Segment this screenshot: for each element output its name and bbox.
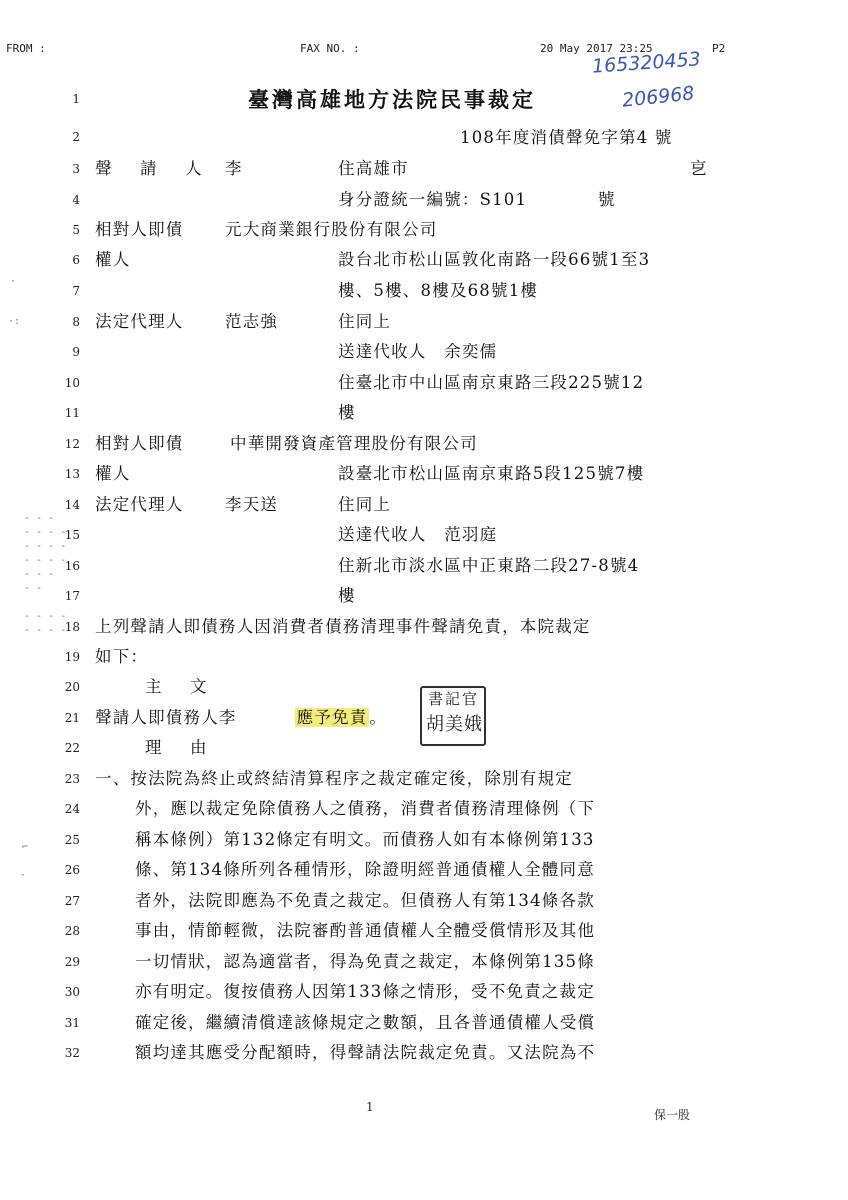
line-number: 11 (64, 406, 80, 420)
line-number: 1 (72, 92, 80, 106)
line-number: 28 (64, 924, 80, 938)
handwritten-number-2: 206968 (621, 82, 696, 112)
line-number: 4 (72, 193, 80, 207)
applicant-label: 聲 請 人 (95, 159, 208, 178)
service-agent2-address-cont: 樓 (338, 586, 356, 605)
line-number: 24 (64, 802, 80, 816)
service-agent1: 送達代收人 余奕儒 (338, 342, 498, 361)
respondent2-label-cont: 權人 (95, 464, 131, 483)
respondent1-label-cont: 權人 (95, 250, 131, 269)
line-number: 21 (64, 711, 80, 725)
scan-speck: ⌐ (22, 842, 29, 853)
line-number: 9 (72, 345, 80, 359)
line-number: 8 (72, 315, 80, 329)
fax-from: FROM : (6, 42, 46, 55)
reason-line: 事由，情節輕微，法院審酌普通債權人全體受償情形及其他 (135, 921, 596, 940)
line-number: 29 (64, 955, 80, 969)
reason-line: 一、按法院為終止或終結清算程序之裁定確定後，除別有規定 (95, 769, 573, 788)
line-number: 3 (72, 162, 80, 176)
line-number: 5 (72, 223, 80, 237)
line-number: 30 (64, 985, 80, 999)
fax-number-label: FAX NO. : (300, 42, 360, 55)
handwritten-number-1: 165320453 (591, 48, 702, 78)
reason-line: 一切情狀，認為適當者，得為免責之裁定，本條例第135條 (135, 952, 595, 971)
line-number: 19 (64, 650, 80, 664)
line-number: 20 (64, 680, 80, 694)
scan-speck: · (10, 276, 17, 287)
representative1-name: 范志強 (225, 312, 279, 331)
section-label: 保一股 (654, 1108, 691, 1122)
respondent2-label: 相對人即債 (95, 434, 184, 453)
respondent1-address: 設台北市松山區敦化南路一段66號1至3 (338, 250, 651, 269)
applicant-name: 李 (225, 159, 243, 178)
representative2-address: 住同上 (338, 495, 392, 514)
respondent1-address-cont: 樓、5樓、8樓及68號1樓 (338, 281, 539, 300)
line-number: 13 (64, 467, 80, 481)
intro-line-cont: 如下： (95, 647, 149, 666)
line-number: 26 (64, 863, 80, 877)
ruling-prefix: 聲請人即債務人李 (95, 708, 237, 727)
service-agent1-address: 住臺北市中山區南京東路三段225號12 (338, 373, 645, 392)
reason-line: 者外，法院即應為不免責之裁定。但債務人有第134條各款 (135, 891, 595, 910)
line-number: 15 (64, 528, 80, 542)
reason-line: 外，應以裁定免除債務人之債務，消費者債務清理條例（下 (135, 799, 596, 818)
reason-line: 額均達其應受分配額時，得聲請法院裁定免責。又法院為不 (135, 1043, 596, 1062)
scan-speck: ·: (8, 316, 21, 327)
applicant-address: 住高雄市 (338, 159, 409, 178)
reason-heading: 理 由 (145, 738, 213, 757)
clerk-seal (420, 686, 486, 746)
respondent2-name: 中華開發資產管理股份有限公司 (230, 434, 478, 453)
line-number: 12 (64, 437, 80, 451)
line-number: 16 (64, 559, 80, 573)
reason-line: 亦有明定。復按債務人因第133條之情形，受不免責之裁定 (135, 982, 595, 1001)
line-number: 6 (72, 253, 80, 267)
line-number: 2 (72, 130, 80, 144)
reason-line: 確定後，繼續清償達該條規定之數額，且各普通債權人受償 (135, 1013, 596, 1032)
line-number: 18 (64, 620, 80, 634)
service-agent2: 送達代收人 范羽庭 (338, 525, 498, 544)
representative2-name: 李天送 (225, 495, 279, 514)
page-number: 1 (366, 1100, 374, 1114)
scan-specks-cluster: ‐ ‐ ‐ ‐ ‐ ‐ ‐ ‐ ‐ ‐ ‐ ‐ ‐ ‐ ‐ ‐ ‐ ‐ ‐ ‐ ‐ ‐ ‐ ‐ ‐ ‐ ‐ ‐ (24, 513, 67, 636)
respondent1-label: 相對人即債 (95, 220, 184, 239)
representative2-label: 法定代理人 (95, 495, 184, 514)
scan-speck: · (20, 870, 27, 881)
service-agent2-address: 住新北市淡水區中正東路二段27-8號4 (338, 556, 640, 575)
document-title: 臺灣高雄地方法院民事裁定 (248, 87, 536, 112)
line-number: 31 (64, 1016, 80, 1030)
ruling-end: 。 (369, 708, 388, 727)
service-agent1-address-cont: 樓 (338, 403, 356, 422)
case-number: 108年度消債聲免字第4 號 (460, 128, 673, 147)
representative1-label: 法定代理人 (95, 312, 184, 331)
line-number: 25 (64, 833, 80, 847)
seal-name: 胡美娥 (426, 714, 483, 735)
applicant-address-tail: 㐔 (690, 159, 708, 178)
line-number: 14 (64, 498, 80, 512)
respondent2-address: 設臺北市松山區南京東路5段125號7樓 (338, 464, 645, 483)
applicant-id: 身分證統一編號：S101 號 (338, 190, 616, 209)
line-number: 23 (64, 772, 80, 786)
fax-datetime: 20 May 2017 23:25 (540, 42, 653, 55)
line-number: 27 (64, 894, 80, 908)
seal-title: 書記官 (428, 690, 480, 708)
line-number: 7 (72, 284, 80, 298)
line-number: 10 (64, 376, 80, 390)
reason-line: 稱本條例）第132條定有明文。而債務人如有本條例第133 (135, 830, 595, 849)
line-number: 22 (64, 741, 80, 755)
fax-page: P2 (712, 42, 726, 55)
main-heading: 主 文 (145, 677, 213, 696)
ruling-highlight: 應予免責 (296, 708, 368, 727)
intro-line: 上列聲請人即債務人因消費者債務清理事件聲請免責，本院裁定 (95, 617, 591, 636)
respondent1-name: 元大商業銀行股份有限公司 (225, 220, 438, 239)
representative1-address: 住同上 (338, 312, 392, 331)
line-number: 17 (64, 589, 80, 603)
reason-line: 條、第134條所列各種情形，除證明經普通債權人全體同意 (135, 860, 595, 879)
ruling (95, 704, 387, 728)
line-number: 32 (64, 1046, 80, 1060)
